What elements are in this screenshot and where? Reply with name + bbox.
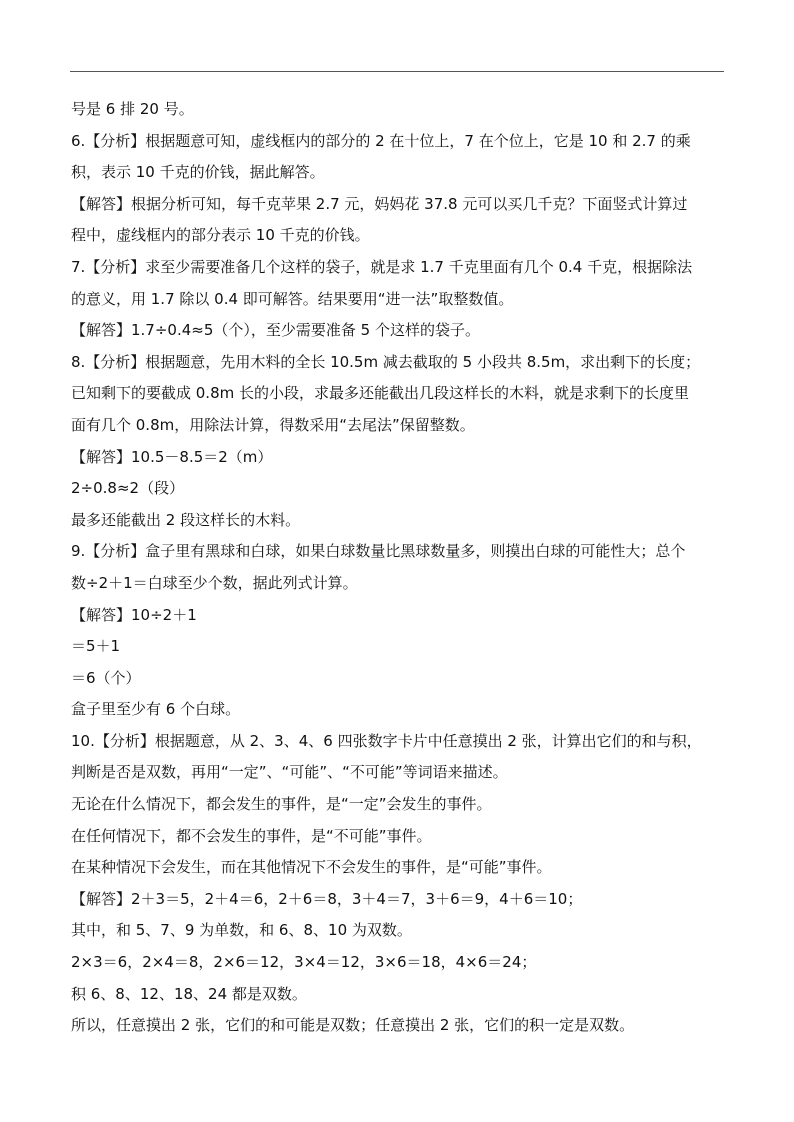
text-line: 已知剩下的要截成 0.8m 长的小段，求最多还能截出几段这样长的木料，就是求剩下的长度里 — [71, 384, 690, 403]
text-line: 【解答】10÷2＋1 — [71, 605, 197, 624]
text-line: 积 6、8、12、18、24 都是双数。 — [71, 984, 307, 1003]
text-line: 所以，任意摸出 2 张，它们的和可能是双数；任意摸出 2 张，它们的积一定是双数。 — [71, 1016, 635, 1035]
header-rule — [70, 71, 724, 72]
text-line: 号是 6 排 20 号。 — [71, 100, 194, 118]
text-line: 最多还能截出 2 段这样长的木料。 — [71, 510, 301, 529]
text-line: 8.【分析】根据题意，先用木料的全长 10.5m 减去截取的 5 小段共 8.5m，求出剩下的长度； — [71, 352, 701, 371]
text-line: 2×3＝6，2×4＝8，2×6＝12，3×4＝12，3×6＝18，4×6＝24； — [71, 953, 537, 972]
text-line: 6.【分析】根据题意可知，虚线框内的部分的 2 在十位上，7 在个位上，它是 10 和 2.7 的乘 — [71, 131, 691, 150]
text-line: ＝5＋1 — [71, 637, 121, 656]
text-line: 积，表示 10 千克的价钱，据此解答。 — [71, 163, 325, 182]
text-line: 面有几个 0.8m，用除法计算，得数采用“去尾法”保留整数。 — [71, 415, 475, 434]
answer-text-body — [71, 94, 723, 1042]
text-line: 数÷2＋1＝白球至少个数，据此列式计算。 — [71, 573, 358, 592]
text-line: 判断是否是双数，再用“一定”、“可能”、“不可能”等词语来描述。 — [71, 763, 508, 782]
text-line: 无论在什么情况下，都会发生的事件，是“一定”会发生的事件。 — [71, 795, 492, 814]
text-line: 【解答】1.7÷0.4≈5（个），至少需要准备 5 个这样的袋子。 — [71, 321, 480, 340]
text-line: 程中，虚线框内的部分表示 10 千克的价钱。 — [71, 226, 370, 245]
text-line: 的意义，用 1.7 除以 0.4 即可解答。结果要用“进一法”取整数值。 — [71, 289, 514, 308]
text-line: 【解答】10.5－8.5＝2（m） — [71, 447, 273, 466]
text-line: 【解答】2＋3＝5，2＋4＝6，2＋6＝8，3＋4＝7，3＋6＝9，4＋6＝10； — [71, 889, 583, 908]
text-line: 7.【分析】求至少需要准备几个这样的袋子，就是求 1.7 千克里面有几个 0.4 千克，根据除法 — [71, 257, 693, 276]
text-line: 其中，和 5、7、9 为单数，和 6、8、10 为双数。 — [71, 921, 412, 940]
text-line: 2÷0.8≈2（段） — [71, 479, 185, 498]
text-line: 【解答】根据分析可知，每千克苹果 2.7 元，妈妈花 37.8 元可以买几千克？下面竖式计算过 — [71, 194, 688, 213]
text-line: 在任何情况下，都不会发生的事件，是“不可能”事件。 — [71, 826, 432, 845]
text-line: 在某种情况下会发生，而在其他情况下不会发生的事件，是“可能”事件。 — [71, 858, 552, 877]
text-line: 盒子里至少有 6 个白球。 — [71, 700, 241, 719]
text-line: 9.【分析】盒子里有黑球和白球，如果白球数量比黑球数量多，则摸出白球的可能性大；总个 — [71, 542, 686, 561]
text-line: 10.【分析】根据题意，从 2、3、4、6 四张数字卡片中任意摸出 2 张，计算出它们的和与积， — [71, 731, 702, 750]
text-line: ＝6（个） — [71, 668, 141, 687]
